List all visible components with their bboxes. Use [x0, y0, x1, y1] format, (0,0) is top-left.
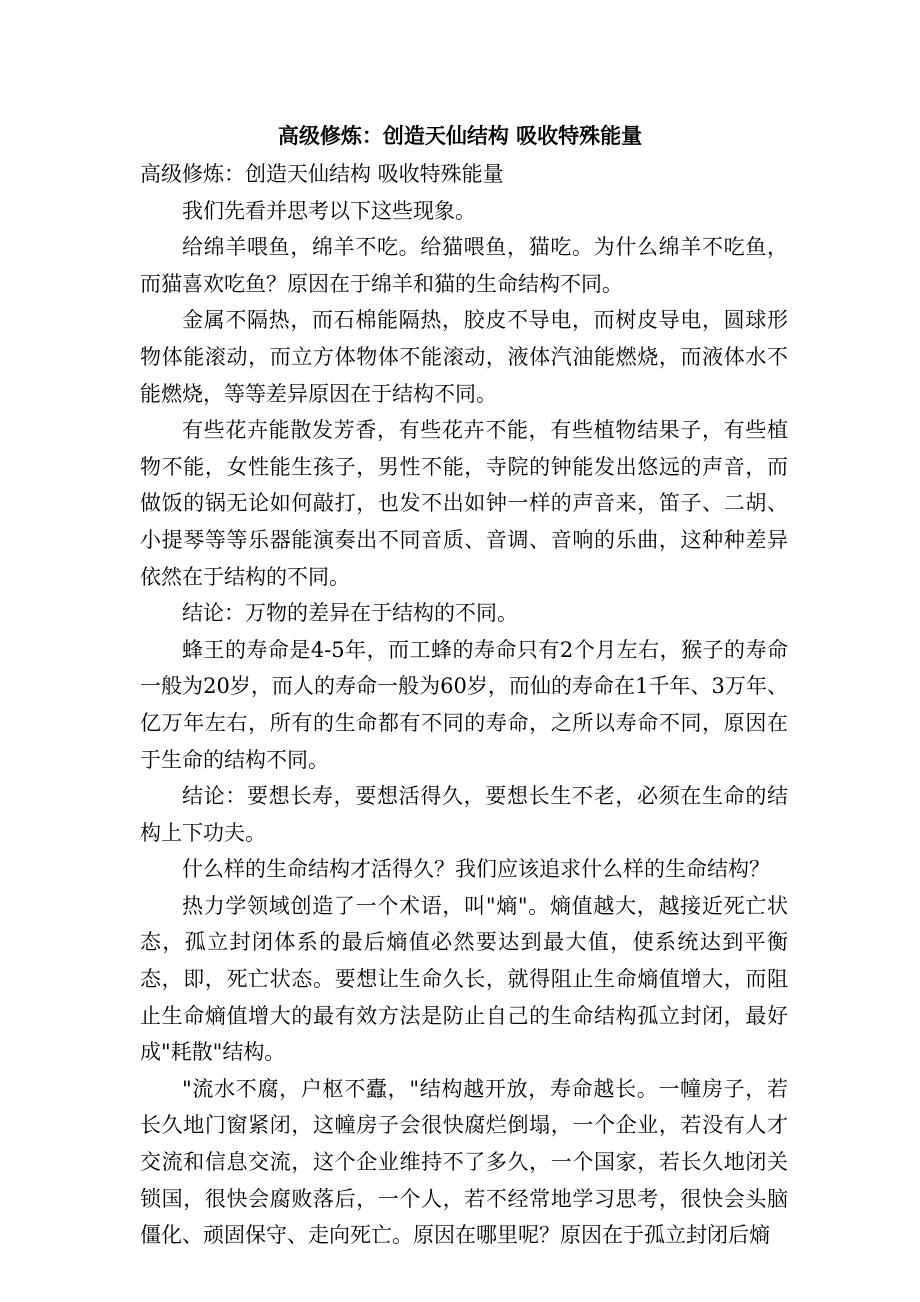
paragraph: 我们先看并思考以下这些现象。	[182, 198, 476, 223]
paragraph: 结论：万物的差异在于结构的不同。	[182, 601, 518, 626]
paragraph: 什么样的生命结构才活得久？我们应该追求什么样的生命结构？	[182, 857, 770, 882]
paragraph: 给绵羊喂鱼，绵羊不吃。给猫喂鱼，猫吃。为什么绵羊不吃鱼，而猫喜欢吃鱼？原因在于绵羊和猫的生命结构不同。	[140, 235, 788, 296]
paragraph: 热力学领域创造了一个术语，叫"熵"。熵值越大，越接近死亡状态，孤立封闭体系的最后熵值必然要达到最大值，使系统达到平衡态，即，死亡状态。要想让生命久长，就得阻止生命熵值增大，而阻止生命熵值增大的最有效方法是防止自己的生命结构孤立封闭，最好成"耗散"结构。	[140, 893, 788, 1065]
paragraph: 蜂王的寿命是4-5年，而工蜂的寿命只有2个月左右，猴子的寿命一般为20岁，而人的寿命一般为60岁，而仙的寿命在1千年、3万年、亿万年左右，所有的生命都有不同的寿命，之所以寿命不同，原因在于生命的结构不同。	[140, 637, 788, 772]
document-title: 高级修炼：创造天仙结构 吸收特殊能量	[277, 123, 643, 148]
paragraph: 金属不隔热，而石棉能隔热，胶皮不导电，而树皮导电，圆球形物体能滚动，而立方体物体不能滚动，液体汽油能燃烧，而液体水不能燃烧，等等差异原因在于结构不同。	[140, 308, 788, 406]
document-body	[140, 156, 788, 1254]
paragraph: 有些花卉能散发芳香，有些花卉不能，有些植物结果子，有些植物不能，女性能生孩子，男性不能，寺院的钟能发出悠远的声音，而做饭的锅无论如何敲打，也发不出如钟一样的声音来，笛子、二胡、小提琴等等乐器能演奏出不同音质、音调、音响的乐曲，这种种差异依然在于结构的不同。	[140, 418, 788, 589]
paragraph: "流水不腐，户枢不蠹，"结构越开放，寿命越长。一幢房子，若长久地门窗紧闭，这幢房子会很快腐烂倒塌，一个企业，若没有人才交流和信息交流，这个企业维持不了多久，一个国家，若长久地闭关锁国，很快会腐败落后，一个人，若不经常地学习思考，很快会头脑僵化、顽固保守、走向死亡。原因在哪里呢？原因在于孤立封闭后熵	[140, 1076, 788, 1248]
document-subtitle: 高级修炼：创造天仙结构 吸收特殊能量	[140, 162, 504, 186]
paragraph: 结论：要想长寿，要想活得久，要想长生不老，必须在生命的结构上下功夫。	[140, 784, 788, 845]
